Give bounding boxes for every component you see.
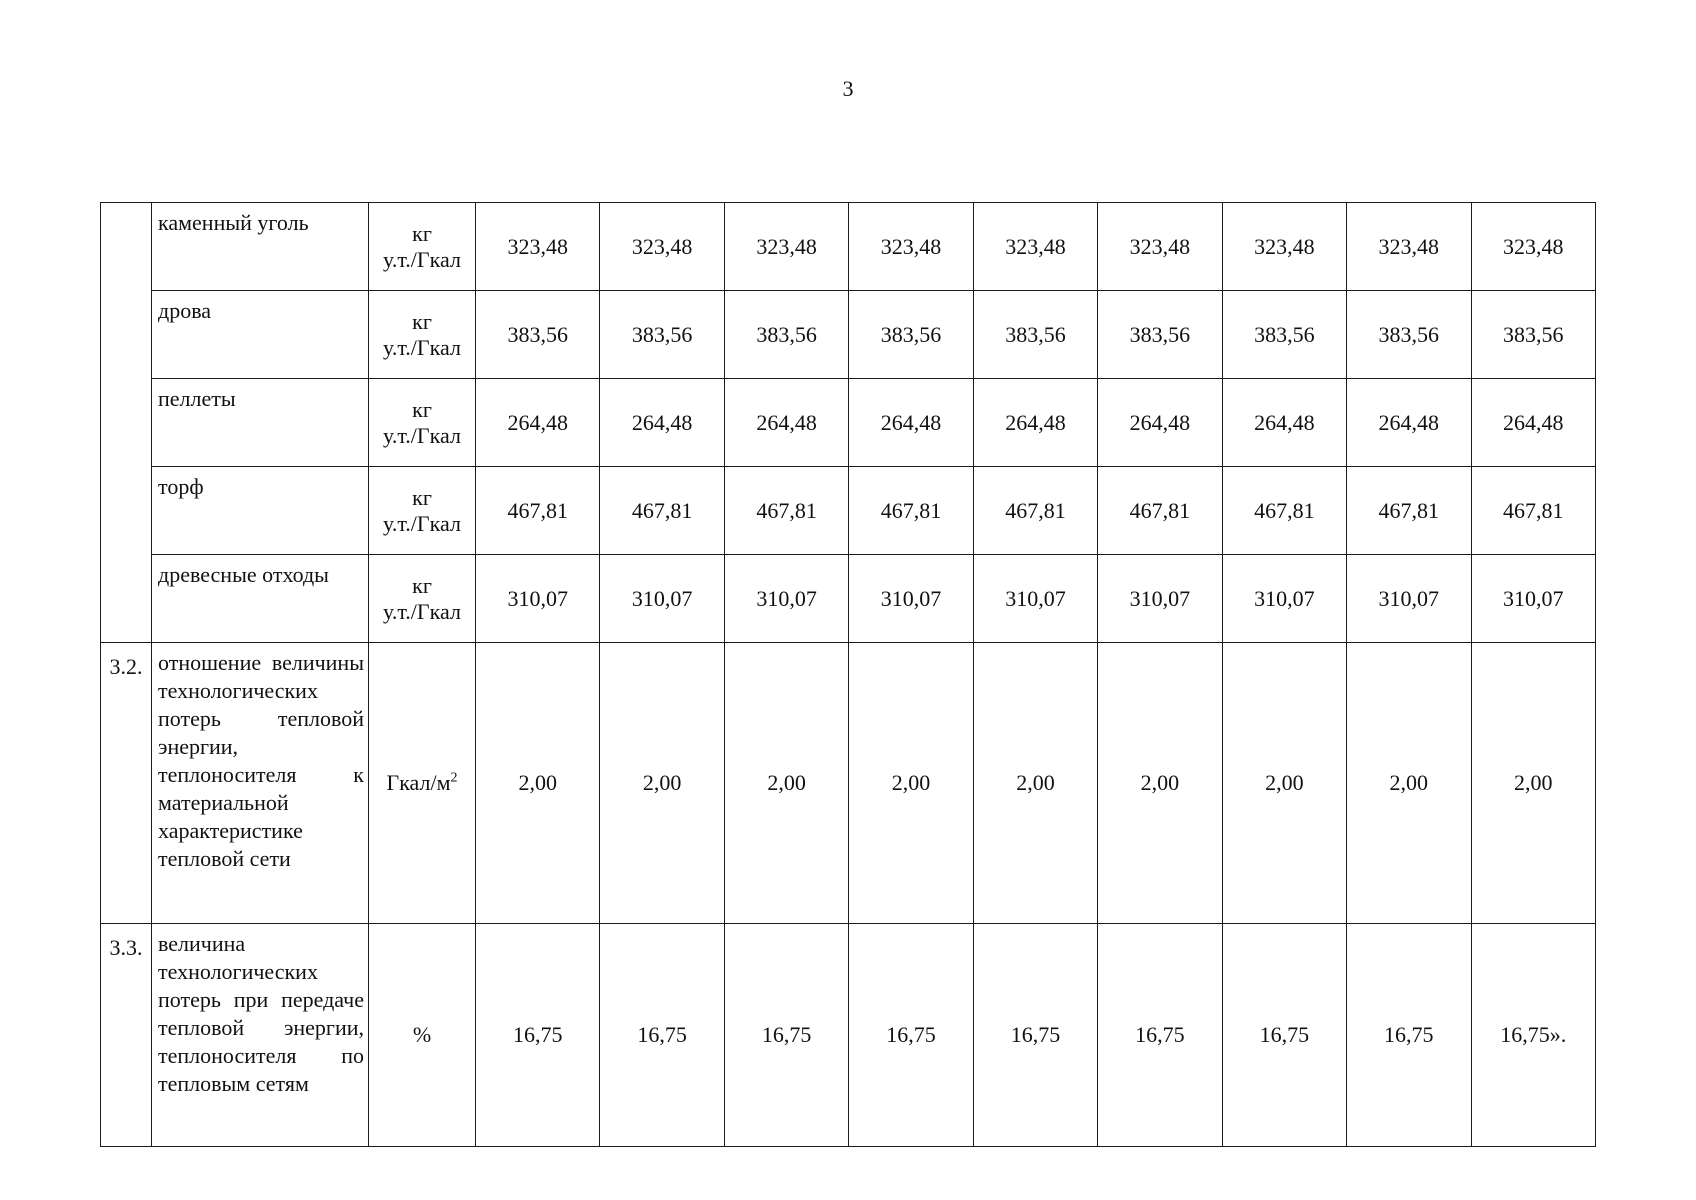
- value-cell: 310,07: [724, 555, 848, 643]
- value-cell: 467,81: [1098, 467, 1222, 555]
- row-name-cell: древесные отходы: [152, 555, 369, 643]
- unit-line-2: у.т./Гкал: [383, 598, 461, 624]
- table-row-peat: [101, 467, 1596, 555]
- row-name-cell: каменный уголь: [152, 203, 369, 291]
- value-cell: 2,00: [600, 643, 724, 924]
- value-cell: 16,75: [1098, 924, 1222, 1147]
- value-cell: 16,75».: [1471, 924, 1596, 1147]
- unit-superscript: 2: [450, 770, 458, 786]
- value-cell: 2,00: [1347, 643, 1471, 924]
- value-cell: 16,75: [1347, 924, 1471, 1147]
- value-cell: 467,81: [476, 467, 600, 555]
- value-cell: 310,07: [973, 555, 1097, 643]
- unit-line-1: кг: [412, 484, 432, 510]
- value-cell: 16,75: [1222, 924, 1346, 1147]
- value-cell: 310,07: [1098, 555, 1222, 643]
- value-cell: 383,56: [973, 291, 1097, 379]
- value-cell: 383,56: [1471, 291, 1596, 379]
- value-cell: 467,81: [1347, 467, 1471, 555]
- table-row-firewood: [101, 291, 1596, 379]
- value-cell: 2,00: [1471, 643, 1596, 924]
- value-cell: 383,56: [476, 291, 600, 379]
- value-cell: 16,75: [724, 924, 848, 1147]
- value-cell: 323,48: [1098, 203, 1222, 291]
- value-cell: 383,56: [600, 291, 724, 379]
- page-number: 3: [842, 76, 854, 101]
- unit-line-2: у.т./Гкал: [383, 422, 461, 448]
- value-cell: 2,00: [973, 643, 1097, 924]
- row-name-cell: торф: [152, 467, 369, 555]
- unit-cell: %: [369, 924, 476, 1147]
- value-cell: 310,07: [600, 555, 724, 643]
- value-cell: 264,48: [1222, 379, 1346, 467]
- value-cell: 16,75: [476, 924, 600, 1147]
- value-cell: 16,75: [849, 924, 973, 1147]
- value-cell: 264,48: [1471, 379, 1596, 467]
- unit-line-1: кг: [412, 572, 432, 598]
- value-cell: 383,56: [849, 291, 973, 379]
- value-cell: 264,48: [1347, 379, 1471, 467]
- value-cell: 16,75: [600, 924, 724, 1147]
- table-row-wood-waste: [101, 555, 1596, 643]
- value-cell: 310,07: [849, 555, 973, 643]
- row-number-cell-empty: [101, 203, 152, 643]
- value-cell: 264,48: [849, 379, 973, 467]
- value-cell: 323,48: [724, 203, 848, 291]
- row-name-cell: отношение величины технологических потерь тепловой энергии, теплоносителя к материальной характеристике тепловой сети: [152, 643, 369, 924]
- value-cell: 2,00: [724, 643, 848, 924]
- value-cell: 323,48: [1471, 203, 1596, 291]
- value-cell: 2,00: [849, 643, 973, 924]
- value-cell: 16,75: [973, 924, 1097, 1147]
- unit-line-2: у.т./Гкал: [383, 334, 461, 360]
- unit-text: Гкал/м: [386, 770, 451, 795]
- table-row-pellets: [101, 379, 1596, 467]
- value-cell: 467,81: [849, 467, 973, 555]
- value-cell: 264,48: [1098, 379, 1222, 467]
- value-cell: 323,48: [476, 203, 600, 291]
- value-cell: 467,81: [973, 467, 1097, 555]
- value-cell: 323,48: [973, 203, 1097, 291]
- value-cell: 310,07: [1471, 555, 1596, 643]
- value-cell: 310,07: [476, 555, 600, 643]
- value-cell: 467,81: [724, 467, 848, 555]
- value-cell: 383,56: [1347, 291, 1471, 379]
- unit-line-1: кг: [412, 220, 432, 246]
- indicators-table: [100, 202, 1596, 1147]
- unit-line-2: у.т./Гкал: [383, 510, 461, 536]
- row-number-cell: 3.3.: [101, 924, 152, 1147]
- value-cell: 310,07: [1222, 555, 1346, 643]
- unit-cell: [369, 555, 476, 643]
- value-cell: 383,56: [1098, 291, 1222, 379]
- row-number-cell: 3.2.: [101, 643, 152, 924]
- table-row-coal: [101, 203, 1596, 291]
- value-cell: 264,48: [724, 379, 848, 467]
- unit-cell: [369, 467, 476, 555]
- value-cell: 2,00: [1098, 643, 1222, 924]
- value-cell: 264,48: [476, 379, 600, 467]
- row-name-cell: пеллеты: [152, 379, 369, 467]
- value-cell: 467,81: [1222, 467, 1346, 555]
- unit-cell: [369, 203, 476, 291]
- unit-cell: [369, 379, 476, 467]
- value-cell: 323,48: [1347, 203, 1471, 291]
- value-cell: 383,56: [1222, 291, 1346, 379]
- row-name-cell: величина технологических потерь при передаче тепловой энергии, теплоносителя по тепловым сетям: [152, 924, 369, 1147]
- value-cell: 323,48: [600, 203, 724, 291]
- value-cell: 264,48: [600, 379, 724, 467]
- value-cell: 383,56: [724, 291, 848, 379]
- value-cell: 310,07: [1347, 555, 1471, 643]
- unit-line-1: кг: [412, 396, 432, 422]
- table-row-3-3: [101, 924, 1596, 1147]
- value-cell: 467,81: [600, 467, 724, 555]
- table-row-3-2: [101, 643, 1596, 924]
- row-name-cell: дрова: [152, 291, 369, 379]
- value-cell: 2,00: [476, 643, 600, 924]
- value-cell: 467,81: [1471, 467, 1596, 555]
- unit-line-2: у.т./Гкал: [383, 246, 461, 272]
- value-cell: 2,00: [1222, 643, 1346, 924]
- unit-cell: [369, 291, 476, 379]
- value-cell: 264,48: [973, 379, 1097, 467]
- unit-cell: [369, 643, 476, 924]
- value-cell: 323,48: [1222, 203, 1346, 291]
- unit-line-1: кг: [412, 308, 432, 334]
- value-cell: 323,48: [849, 203, 973, 291]
